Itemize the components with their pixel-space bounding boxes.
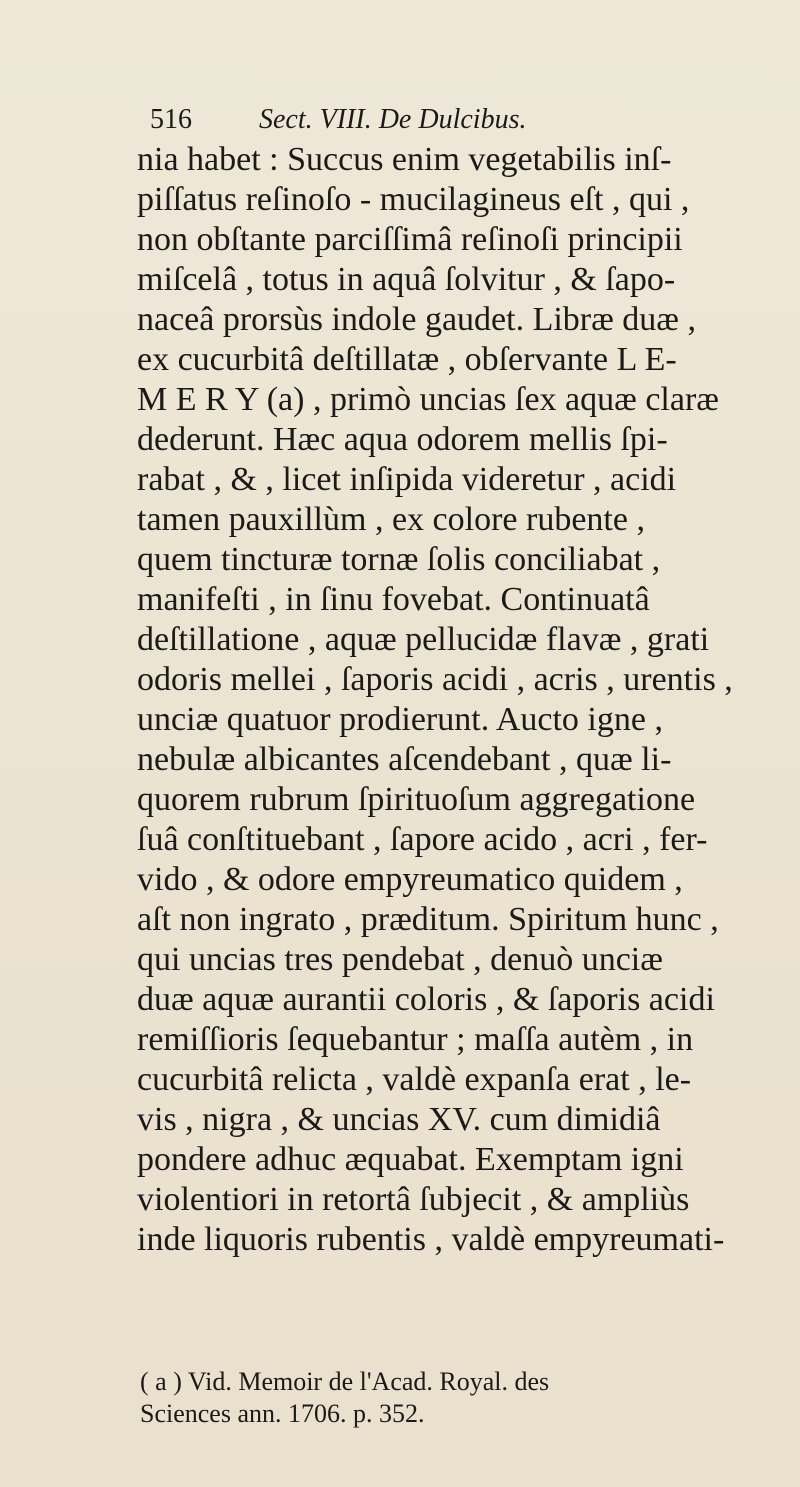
text-line: ſuâ conſtituebant , ſapore acido , acri , fer- bbox=[137, 821, 708, 858]
text-line: odoris mellei , ſaporis acidi , acris , urentis , bbox=[137, 661, 733, 698]
page-number: 516 bbox=[150, 104, 192, 135]
text-line: duæ aquæ aurantii coloris , & ſaporis acidi bbox=[137, 981, 715, 1018]
text-line: dederunt. Hæc aqua odorem mellis ſpi- bbox=[137, 421, 668, 458]
text-line: rabat , & , licet inſipida videretur , acidi bbox=[137, 461, 677, 498]
running-title: Sect. VIII. De Dulcibus. bbox=[259, 104, 527, 135]
text-line: deſtillatione , aquæ pellucidæ flavæ , grati bbox=[137, 621, 710, 658]
text-line: aſt non ingrato , præditum. Spiritum hunc , bbox=[137, 901, 719, 938]
text-line: inde liquoris rubentis , valdè empyreumati- bbox=[137, 1221, 725, 1258]
text-line: qui uncias tres pendebat , denuò unciæ bbox=[137, 941, 663, 978]
text-line: piſſatus reſinoſo - mucilagineus eſt , qui , bbox=[137, 181, 690, 218]
text-line: non obſtante parciſſimâ reſinoſi principii bbox=[137, 221, 683, 258]
text-line: vis , nigra , & uncias XV. cum dimidiâ bbox=[137, 1101, 661, 1138]
body-text bbox=[137, 140, 777, 1260]
text-line: ex cucurbitâ deſtillatæ , obſervante L E- bbox=[137, 341, 677, 378]
text-line: unciæ quatuor prodierunt. Aucto igne , bbox=[137, 701, 663, 738]
text-line: quorem rubrum ſpirituoſum aggregatione bbox=[137, 781, 696, 818]
footnote-line: Sciences ann. 1706. p. 352. bbox=[140, 1399, 425, 1428]
text-line: tamen pauxillùm , ex colore rubente , bbox=[137, 501, 645, 538]
text-line: nebulæ albicantes aſcendebant , quæ li- bbox=[137, 741, 672, 778]
text-line: quem tincturæ tornæ ſolis conciliabat , bbox=[137, 541, 661, 578]
footnote bbox=[140, 1366, 780, 1430]
text-line: manifeſti , in ſinu fovebat. Continuatâ bbox=[137, 581, 650, 618]
text-line: cucurbitâ relicta , valdè expanſa erat , le- bbox=[137, 1061, 692, 1098]
running-header bbox=[150, 104, 710, 136]
text-line: nia habet : Succus enim vegetabilis inſ- bbox=[137, 141, 672, 178]
footnote-line: ( a ) Vid. Memoir de l'Acad. Royal. des bbox=[140, 1367, 550, 1396]
text-line: pondere adhuc æquabat. Exemptam igni bbox=[137, 1141, 684, 1178]
text-line: M E R Y (a) , primò uncias ſex aquæ claræ bbox=[137, 381, 719, 418]
text-line: naceâ prorsùs indole gaudet. Libræ duæ , bbox=[137, 301, 696, 338]
text-line: vido , & odore empyreumatico quidem , bbox=[137, 861, 683, 898]
text-line: remiſſioris ſequebantur ; maſſa autèm , in bbox=[137, 1021, 694, 1058]
text-line: violentiori in retortâ ſubjecit , & ampliùs bbox=[137, 1181, 690, 1218]
text-line: miſcelâ , totus in aquâ ſolvitur , & ſapo- bbox=[137, 261, 676, 298]
